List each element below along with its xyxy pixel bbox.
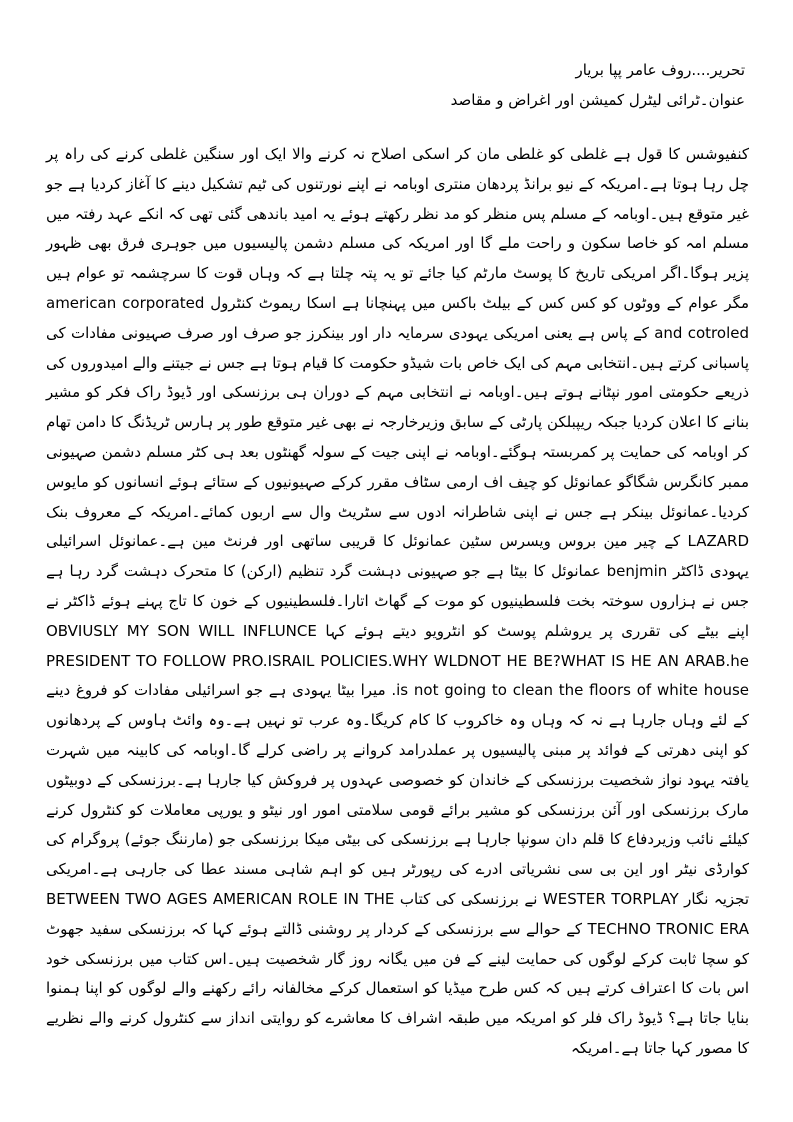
- article-body: [46, 140, 749, 1064]
- body-paragraph: کنفیوشس کا قول ہے غلطی کو غلطی مان کر اسکی اصلاح نہ کرنے والا ایک اور سنگین غلطی کرنے کی راہ پر چل رہا ہوتا ہے۔امریکہ کے نیو برانڈ پردھان منتری اوبامہ نے اپنے نورتنوں کی ٹیم تشکیل دینے کا آغاز کردیا ہے جو غیر متوقع ہیں۔اوبامہ کے مسلم پس منظر کو مد نظر رکھتے ہوئے یہ امید باندھی گئی تھی کہ انکے عہد رفتہ میں مسلم امہ کو خاصا سکون و راحت ملے گا اور امریکہ کی مسلم دشمن پالیسیوں میں جوہری فرق بھی ظہور پزیر ہوگا۔اگر امریکی تاریخ کا پوسٹ مارٹم کیا جائے تو یہ پتہ چلتا ہے کہ وہاں قوت کا سرچشمہ تو عوام ہیں مگر عوام کے ووٹوں کو کس کس کے بیلٹ باکس میں پہنچانا ہے اسکا ریموٹ کنٹرول american corporated and cotroled کے پاس ہے یعنی امریکی یہودی سرمایہ دار اور بینکرز جو صرف اور صرف صہیونی مفادات کی پاسبانی کرتے ہیں۔انتخابی مہم کی ایک خاص بات شیڈو حکومت کا قیام ہوتا ہے جس نے جیتنے والے امیدوروں کی ذریعے حکومتی امور نپٹانے ہوتے ہیں۔اوبامہ نے انتخابی مہم کے دوران ہی برزنسکی اور ڈیوڈ راک فکر کو مشیر بنانے کا اعلان کردیا جبکہ ریپبلکن پارٹی کے سابق وزیرخارجہ نے بھی غیر متوقع طور پر ہارس ٹریڈنگ کا دامن تھام کر اوبامہ کی حمایت پر کمربستہ ہوگئے۔اوبامہ نے اپنی جیت کے سولہ گھنٹوں بعد ہی کٹر مسلم دشمن صہیونی ممبر کانگرس شگاگو عمانوئل کو چیف اف ارمی سٹاف مقرر کرکے صہیونیوں کے ستائے ہوئے انسانوں کو مایوس کردیا۔عمانوئل بینکر ہے جس نے اپنی شاطرانہ ادوں سے سٹریٹ وال سے اربوں کمائے۔امریکہ کے معروف بنک LAZARD کے چیر مین بروس ویسرس سٹین عمانوئل کا قریبی ساتھی اور فرنٹ مین ہے۔عمانوئل اسرائیلی یہودی ڈاکٹر benjmin عمانوئل کا بیٹا ہے جو صہیونی دہشت گرد تنظیم (ارکن) کا متحرک دہشت گرد رہا ہے جس نے ہزاروں سوختہ بخت فلسطینیوں کو موت کے گھاٹ اتارا۔فلسطینیوں کے خون کا تاج پہنے ہوئے ڈاکٹر نے اپنے بیٹے کی تقرری پر یروشلم پوسٹ کو انٹرویو دیتے ہوئے کہا OBVIUSLY MY SON WILL INFLUNCE PRESIDENT TO FOLLOW PRO.ISRAIL POLICIES.WHY WLDNOT HE BE?WHAT IS HE AN ARAB.he is not going to clean the floors of white house. میرا بیٹا یہودی ہے جو اسرائیلی مفادات کو فروغ دینے کے لئے وہاں جارہا ہے نہ کہ وہاں وہ خاکروب کا کام کریگا۔وہ عرب تو نہیں ہے۔وہ وائٹ ہاوس کے پردھانوں کو اپنی دھرتی کے فوائد پر مبنی پالیسیوں پر عملدرامد کروانے پر راضی کرلے گا۔اوبامہ کی کابینہ میں شہرت یافتہ یہود نواز شخصیت برزنسکی کے خاندان کو خصوصی عہدوں پر فروکش کیا جارہا ہے۔برزنسکی کے دوبیٹوں مارک برزنسکی اور آئن برزنسکی کو مشیر برائے قومی سلامتی امور اور نیٹو و یورپی معاملات کو کنٹرول کرنے کیلئے نائب وزیردفاع کا قلم دان سونپا جارہا ہے برزنسکی کی بیٹی میکا برزنسکی جو (مارننگ جوئے) پروگرام کی کوارڈی نیٹر اور این بی سی نشریاتی ادرے کی رپورٹر ہیں کو اہم شاہی مسند عطا کی جارہی ہے۔امریکی تجزیہ نگار WESTER TORPLAY نے برزنسکی کی کتاب BETWEEN TWO AGES AMERICAN ROLE IN THE TECHNO TRONIC ERA کے حوالے سے برزنسکی کے کردار پر روشنی ڈالتے ہوئے کہا کہ برزنسکی سفید جھوٹ کو سچا ثابت کرکے لوگوں کی حمایت لینے کے فن میں یگانہ روز گار شخصیت ہیں۔اس کتاب میں برزنسکی خود اس بات کا اعتراف کرتے ہیں کہ کس طرح میڈیا کو استعمال کرکے مخالفانہ رائے رکھنے والے لوگوں کو اپنا ہمنوا بنایا جاتا ہے؟ ڈیوڈ راک فلر کو امریکہ میں طبقہ اشراف کا معاشرے کو روایتی انداز سے کنٹرول کرنے والے نظریے کا مصور کہا جاتا ہے۔امریکہ: [46, 145, 750, 1057]
- title-line: عنوان۔ٹرائی لیٹرل کمیشن اور اغراض و مقاصد: [450, 91, 745, 109]
- author-line: تحریر....روف عامر پپا بریار: [575, 61, 745, 79]
